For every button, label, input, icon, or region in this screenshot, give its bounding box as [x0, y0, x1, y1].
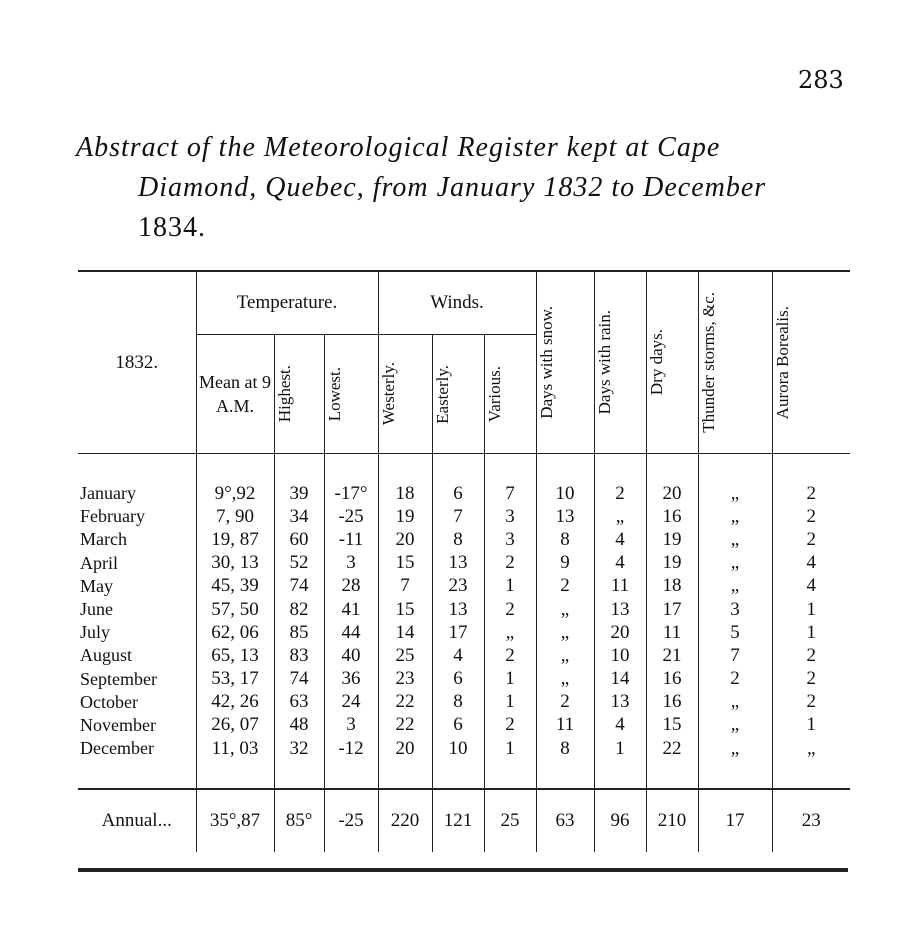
value-cell: 17 [646, 598, 698, 621]
thunder-header: Thunder storms, &c. [698, 292, 718, 433]
value-cell: 20 [594, 621, 646, 644]
value-cell: 7, 90 [196, 505, 274, 528]
title-line-3: 1834. [138, 212, 206, 243]
value-cell: 34 [274, 505, 324, 528]
value-cell: 2 [772, 691, 850, 714]
value-cell: 24 [324, 691, 378, 714]
table-row [78, 691, 850, 714]
month-cell: July [80, 622, 111, 643]
value-cell: 45, 39 [196, 575, 274, 598]
aurora-header: Aurora Borealis. [772, 305, 792, 420]
month-cell: June [80, 599, 113, 620]
value-cell: 40 [324, 644, 378, 667]
temperature-group-header: Temperature. [196, 271, 378, 335]
value-cell: 52 [274, 552, 324, 575]
value-cell: -25 [324, 505, 378, 528]
value-cell: 14 [594, 668, 646, 691]
annual-value: 25 [484, 789, 536, 852]
value-cell: „ [772, 737, 850, 760]
value-cell: 60 [274, 528, 324, 551]
value-cell: 28 [324, 575, 378, 598]
table-row [78, 528, 850, 551]
value-cell: 2 [594, 482, 646, 505]
annual-value: 17 [698, 789, 772, 852]
table-row [78, 737, 850, 760]
value-cell: 1 [484, 575, 536, 598]
value-cell: -12 [324, 737, 378, 760]
table-row [78, 552, 850, 575]
title-line-2: Diamond, Quebec, from January 1832 to December [138, 172, 767, 203]
easterly-header: Easterly. [432, 364, 452, 424]
value-cell: 20 [378, 737, 432, 760]
value-cell: 2 [484, 644, 536, 667]
value-cell: 11 [536, 714, 594, 737]
value-cell: 2 [698, 668, 772, 691]
value-cell: 6 [432, 714, 484, 737]
value-cell: „ [536, 621, 594, 644]
value-cell: 21 [646, 644, 698, 667]
month-cell: September [80, 668, 157, 689]
value-cell: „ [594, 505, 646, 528]
value-cell: „ [698, 552, 772, 575]
value-cell: 1 [484, 737, 536, 760]
value-cell: 85 [274, 621, 324, 644]
meteorological-table [78, 270, 850, 852]
title-line-1: Abstract of the Meteorological Register kept at Cape [76, 132, 721, 163]
value-cell: 63 [274, 691, 324, 714]
value-cell: „ [536, 598, 594, 621]
value-cell: 7 [698, 644, 772, 667]
bottom-rule [78, 868, 848, 872]
value-cell: 5 [698, 621, 772, 644]
value-cell: 2 [772, 644, 850, 667]
value-cell: 25 [378, 644, 432, 667]
month-cell: May [80, 575, 113, 596]
lowest-header: Lowest. [324, 366, 344, 422]
value-cell: 2 [772, 505, 850, 528]
value-cell: 53, 17 [196, 668, 274, 691]
value-cell: 1 [772, 714, 850, 737]
annual-value: 220 [378, 789, 432, 852]
value-cell: 1 [484, 668, 536, 691]
value-cell: 39 [274, 482, 324, 505]
table-row [78, 598, 850, 621]
month-cell: August [80, 645, 133, 666]
month-cell: November [80, 714, 156, 735]
value-cell: 82 [274, 598, 324, 621]
value-cell: 13 [536, 505, 594, 528]
value-cell: 11, 03 [196, 737, 274, 760]
value-cell: 15 [646, 714, 698, 737]
annual-row [78, 789, 850, 852]
value-cell: 74 [274, 668, 324, 691]
value-cell: 19 [646, 552, 698, 575]
value-cell: „ [484, 621, 536, 644]
value-cell: 13 [594, 598, 646, 621]
value-cell: 4 [594, 552, 646, 575]
month-cell: March [80, 529, 127, 550]
table-row [78, 482, 850, 505]
value-cell: „ [698, 691, 772, 714]
value-cell: 9 [536, 552, 594, 575]
value-cell: 22 [378, 691, 432, 714]
table-row [78, 714, 850, 737]
month-cell: January [80, 483, 136, 504]
annual-label: Annual... [78, 789, 196, 852]
value-cell: 2 [772, 668, 850, 691]
value-cell: 3 [324, 714, 378, 737]
value-cell: 36 [324, 668, 378, 691]
value-cell: 19 [378, 505, 432, 528]
snow-header: Days with snow. [536, 306, 556, 419]
value-cell: 1 [772, 598, 850, 621]
annual-value: 210 [646, 789, 698, 852]
value-cell: 2 [484, 714, 536, 737]
value-cell: „ [536, 668, 594, 691]
value-cell: 62, 06 [196, 621, 274, 644]
value-cell: 3 [698, 598, 772, 621]
value-cell: 8 [432, 528, 484, 551]
value-cell: 41 [324, 598, 378, 621]
dry-header: Dry days. [646, 329, 666, 396]
month-cell: December [80, 738, 154, 759]
value-cell: 15 [378, 598, 432, 621]
value-cell: 10 [536, 482, 594, 505]
value-cell: 23 [432, 575, 484, 598]
annual-value: 85° [274, 789, 324, 852]
value-cell: 83 [274, 644, 324, 667]
value-cell: 1 [484, 691, 536, 714]
value-cell: 44 [324, 621, 378, 644]
value-cell: 11 [594, 575, 646, 598]
table-body [78, 454, 850, 853]
value-cell: „ [698, 482, 772, 505]
value-cell: 22 [378, 714, 432, 737]
value-cell: 16 [646, 691, 698, 714]
value-cell: „ [536, 644, 594, 667]
annual-value: 63 [536, 789, 594, 852]
value-cell: -11 [324, 528, 378, 551]
value-cell: 1 [594, 737, 646, 760]
value-cell: 15 [378, 552, 432, 575]
value-cell: 14 [378, 621, 432, 644]
value-cell: 20 [378, 528, 432, 551]
value-cell: 17 [432, 621, 484, 644]
value-cell: 1 [772, 621, 850, 644]
page-title [76, 128, 866, 248]
value-cell: 8 [536, 737, 594, 760]
value-cell: 2 [772, 482, 850, 505]
value-cell: 57, 50 [196, 598, 274, 621]
value-cell: 7 [432, 505, 484, 528]
table-row [78, 505, 850, 528]
annual-value: -25 [324, 789, 378, 852]
value-cell: 2 [772, 528, 850, 551]
value-cell: 22 [646, 737, 698, 760]
value-cell: 48 [274, 714, 324, 737]
value-cell: 8 [536, 528, 594, 551]
value-cell: 10 [432, 737, 484, 760]
value-cell: 42, 26 [196, 691, 274, 714]
table-row [78, 644, 850, 667]
value-cell: 3 [484, 505, 536, 528]
value-cell: 2 [536, 575, 594, 598]
annual-value: 23 [772, 789, 850, 852]
winds-group-header: Winds. [378, 271, 536, 335]
mean-header: Mean at 9 A.M. [196, 335, 274, 454]
value-cell: „ [698, 714, 772, 737]
value-cell: 18 [378, 482, 432, 505]
value-cell: 16 [646, 668, 698, 691]
value-cell: 8 [432, 691, 484, 714]
value-cell: 10 [594, 644, 646, 667]
value-cell: 18 [646, 575, 698, 598]
page-number: 283 [798, 66, 844, 94]
annual-value: 96 [594, 789, 646, 852]
value-cell: 4 [772, 552, 850, 575]
value-cell: 65, 13 [196, 644, 274, 667]
westerly-header: Westerly. [378, 362, 398, 426]
highest-header: Highest. [274, 365, 294, 423]
value-cell: 30, 13 [196, 552, 274, 575]
month-cell: October [80, 691, 138, 712]
value-cell: „ [698, 575, 772, 598]
value-cell: 2 [536, 691, 594, 714]
value-cell: 7 [378, 575, 432, 598]
value-cell: „ [698, 505, 772, 528]
value-cell: 4 [594, 714, 646, 737]
value-cell: 3 [484, 528, 536, 551]
value-cell: 23 [378, 668, 432, 691]
annual-value: 121 [432, 789, 484, 852]
value-cell: 16 [646, 505, 698, 528]
month-cell: April [80, 552, 118, 573]
month-cell: February [80, 506, 145, 527]
table-row [78, 621, 850, 644]
value-cell: 9°,92 [196, 482, 274, 505]
year-header: 1832. [78, 271, 196, 453]
value-cell: 19, 87 [196, 528, 274, 551]
value-cell: 32 [274, 737, 324, 760]
value-cell: „ [698, 528, 772, 551]
value-cell: 20 [646, 482, 698, 505]
table-row [78, 575, 850, 598]
various-header: Various. [484, 365, 504, 423]
value-cell: 6 [432, 482, 484, 505]
rain-header: Days with rain. [594, 310, 614, 415]
value-cell: 4 [594, 528, 646, 551]
value-cell: „ [698, 737, 772, 760]
value-cell: 11 [646, 621, 698, 644]
value-cell: -17° [324, 482, 378, 505]
table-row [78, 668, 850, 691]
value-cell: 13 [432, 598, 484, 621]
value-cell: 13 [594, 691, 646, 714]
value-cell: 6 [432, 668, 484, 691]
value-cell: 3 [324, 552, 378, 575]
value-cell: 26, 07 [196, 714, 274, 737]
value-cell: 7 [484, 482, 536, 505]
value-cell: 4 [432, 644, 484, 667]
value-cell: 19 [646, 528, 698, 551]
value-cell: 4 [772, 575, 850, 598]
value-cell: 74 [274, 575, 324, 598]
value-cell: 2 [484, 552, 536, 575]
annual-value: 35°,87 [196, 789, 274, 852]
value-cell: 2 [484, 598, 536, 621]
value-cell: 13 [432, 552, 484, 575]
